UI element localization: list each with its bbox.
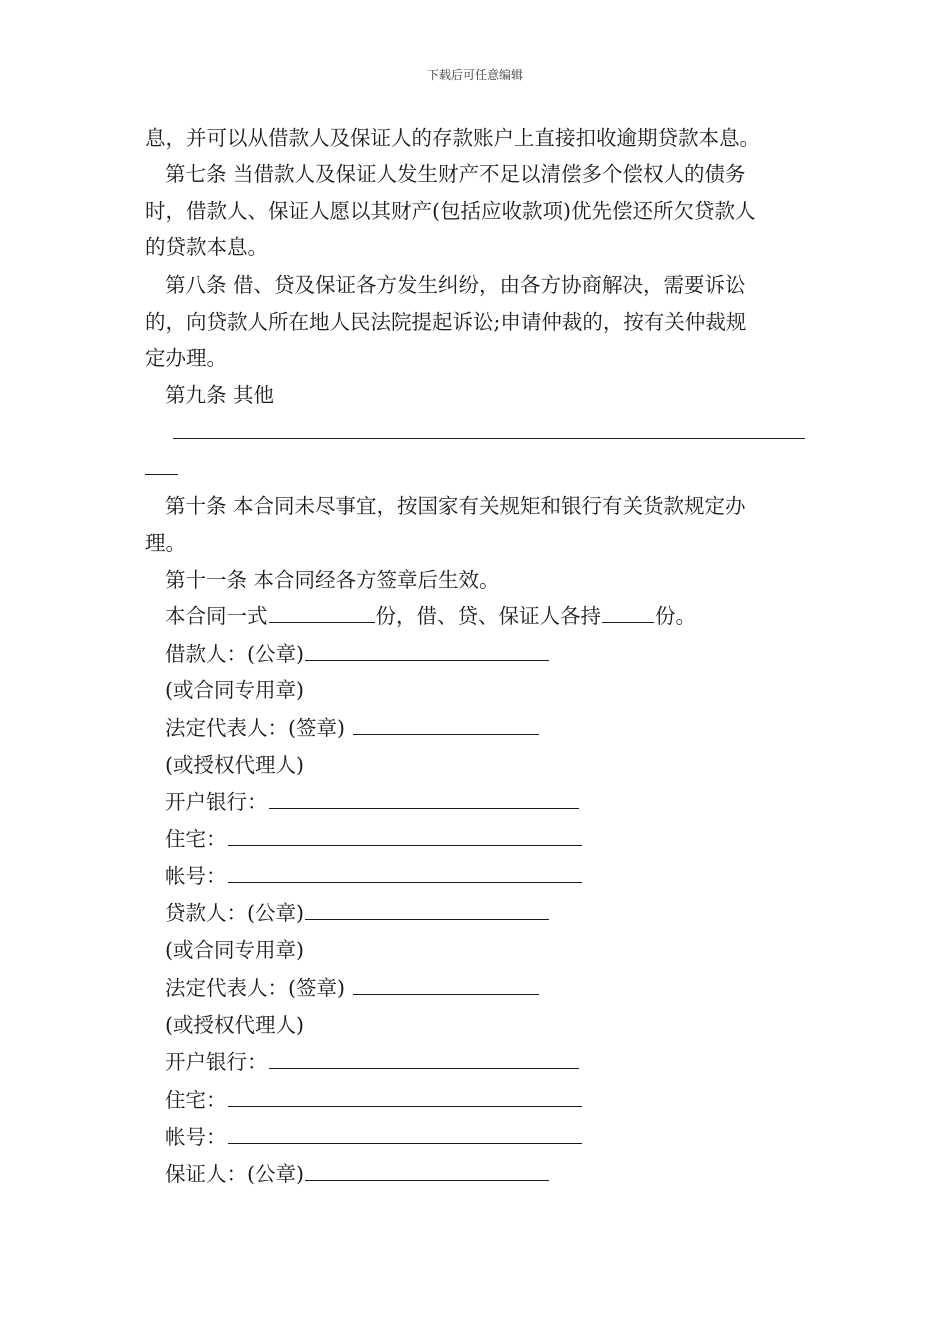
article-9-title: 第九条 其他 (165, 383, 275, 407)
guarantor-blank[interactable] (305, 1160, 549, 1181)
legal-rep-label: 法定代表人：(签章) (165, 716, 345, 740)
contract-seal-note: (或合同专用章) (165, 938, 304, 962)
account-line (165, 862, 583, 890)
article-7-line: 第七条 当借款人及保证人发生财产不足以清偿多个偿权人的债务 (165, 162, 746, 186)
account-label: 帐号： (165, 864, 227, 888)
article-11: 第十一条 本合同经各方签章后生效。 (165, 568, 500, 592)
copies-blank[interactable] (269, 602, 375, 623)
legal-rep-blank[interactable] (353, 714, 539, 735)
lender-label: 贷款人：(公章) (165, 901, 304, 925)
copies-line (165, 602, 696, 630)
address-label: 住宅： (165, 827, 227, 851)
page-header: 下载后可任意编辑 (426, 68, 523, 82)
address-line (165, 825, 583, 853)
copies-text-b: 份，借、贷、保证人各持 (375, 604, 601, 628)
article-8-line: 的，向贷款人所在地人民法院提起诉讼;申请仲裁的，按有关仲裁规 (145, 310, 747, 334)
contract-seal-note: (或合同专用章) (165, 678, 304, 702)
copies-text-c: 份。 (655, 604, 696, 628)
copies-each-blank[interactable] (602, 602, 654, 623)
agent-note: (或授权代理人) (165, 753, 304, 777)
copies-text-a: 本合同一式 (165, 604, 268, 628)
article-10-line: 第十条 本合同未尽事宜，按国家有关规矩和银行有关货款规定办 (165, 494, 746, 518)
bank-line (165, 788, 580, 816)
legal-rep-line (165, 974, 540, 1002)
lender-blank[interactable] (305, 899, 549, 920)
account-blank[interactable] (228, 1123, 582, 1144)
legal-rep-line (165, 714, 540, 742)
article-7-line: 的贷款本息。 (145, 235, 268, 259)
bank-line (165, 1048, 580, 1076)
bank-blank[interactable] (269, 788, 579, 809)
address-label: 住宅： (165, 1088, 227, 1112)
article-8-line: 定办理。 (145, 346, 227, 370)
address-line (165, 1086, 583, 1114)
agent-note: (或授权代理人) (165, 1013, 304, 1037)
lender-seal-line (165, 899, 550, 927)
address-blank[interactable] (228, 1086, 582, 1107)
bank-blank[interactable] (269, 1048, 579, 1069)
borrower-label: 借款人：(公章) (165, 642, 304, 666)
article-7-line: 时，借款人、保证人愿以其财产(包括应收款项)优先偿还所欠贷款人 (145, 199, 756, 223)
article-10-line: 理。 (145, 531, 186, 555)
bank-label: 开户银行： (165, 790, 268, 814)
article-8-line: 第八条 借、贷及保证各方发生纠纷，由各方协商解决，需要诉讼 (165, 273, 746, 297)
blank-line (173, 438, 805, 439)
bank-label: 开户银行： (165, 1050, 268, 1074)
borrower-seal-line (165, 640, 550, 668)
paragraph-line: 息，并可以从借款人及保证人的存款账户上直接扣收逾期贷款本息。 (145, 126, 760, 150)
account-line (165, 1123, 583, 1151)
address-blank[interactable] (228, 825, 582, 846)
account-label: 帐号： (165, 1125, 227, 1149)
borrower-blank[interactable] (305, 640, 549, 661)
guarantor-label: 保证人：(公章) (165, 1162, 304, 1186)
legal-rep-blank[interactable] (353, 974, 539, 995)
legal-rep-label: 法定代表人：(签章) (165, 976, 345, 1000)
account-blank[interactable] (228, 862, 582, 883)
blank-line (145, 474, 178, 475)
guarantor-seal-line (165, 1160, 550, 1188)
